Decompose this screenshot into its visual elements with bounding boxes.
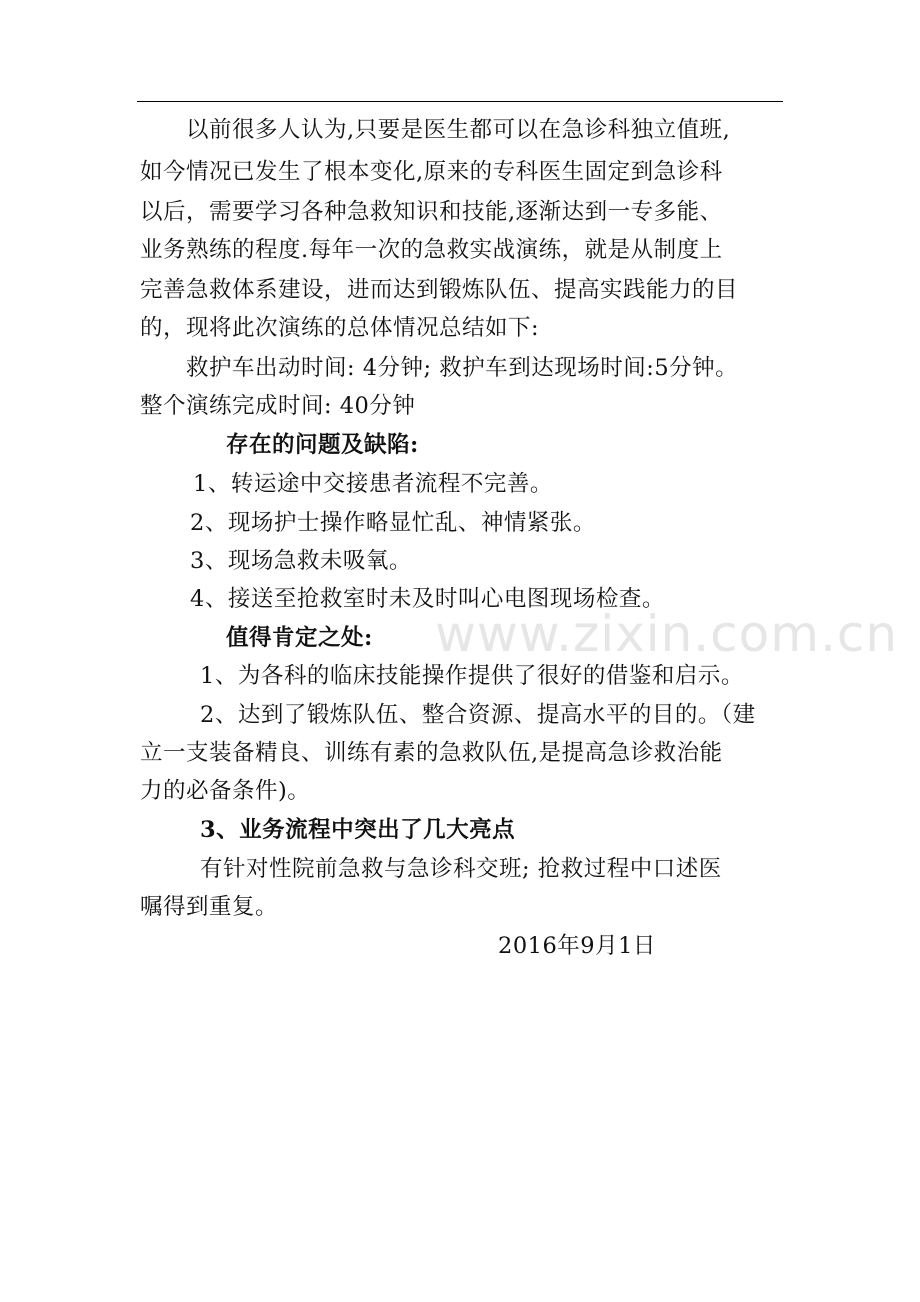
timing-line-2: 整个演练完成时间: 40分钟 (140, 393, 416, 419)
intro-line-1: 以前很多人认为,只要是医生都可以在急诊科独立值班, (186, 117, 731, 143)
watermark-text: www.zixin.com.cn (435, 605, 899, 663)
document-date: 2016年9月1日 (498, 933, 656, 959)
positive-item-2-cont-b: 力的必备条件)。 (140, 778, 311, 804)
highlights-body-line-2: 嘱得到重复。 (140, 894, 279, 920)
intro-line-3: 以后，需要学习各种急救知识和技能,逐渐达到一专多能、 (140, 199, 723, 225)
intro-line-6: 的，现将此次演练的总体情况总结如下: (140, 315, 540, 341)
intro-line-5: 完善急救体系建设，进而达到锻炼队伍、提高实践能力的目 (140, 277, 739, 303)
problem-item-2: 2、现场护士操作略显忙乱、神情紧张。 (190, 510, 596, 536)
positive-item-2-cont-a: 立一支装备精良、训练有素的急救队伍,是提高急诊救治能 (140, 740, 723, 766)
highlights-body-line-1: 有针对性院前急救与急诊科交班; 抢救过程中口述医 (200, 856, 722, 882)
positive-item-1: 1、为各科的临床技能操作提供了很好的借鉴和启示。 (200, 663, 744, 689)
intro-line-4: 业务熟练的程度.每年一次的急救实战演练，就是从制度上 (140, 237, 723, 263)
problem-item-3: 3、现场急救未吸氧。 (190, 548, 412, 574)
positive-item-2: 2、达到了锻炼队伍、整合资源、提高水平的目的。（建 (200, 702, 756, 728)
highlights-heading: 3、业务流程中突出了几大亮点 (200, 817, 516, 843)
problem-item-1: 1、转运途中交接患者流程不完善。 (193, 471, 553, 497)
positives-heading: 值得肯定之处: (226, 625, 373, 651)
problem-item-4: 4、接送至抢救室时未及时叫心电图现场检查。 (190, 586, 665, 612)
problems-heading: 存在的问题及缺陷: (226, 432, 419, 458)
header-rule (137, 101, 783, 102)
timing-line-1: 救护车出动时间: 4分钟; 救护车到达现场时间:5分钟。 (186, 355, 739, 381)
intro-line-2: 如今情况已发生了根本变化,原来的专科医生固定到急诊科 (140, 159, 723, 185)
